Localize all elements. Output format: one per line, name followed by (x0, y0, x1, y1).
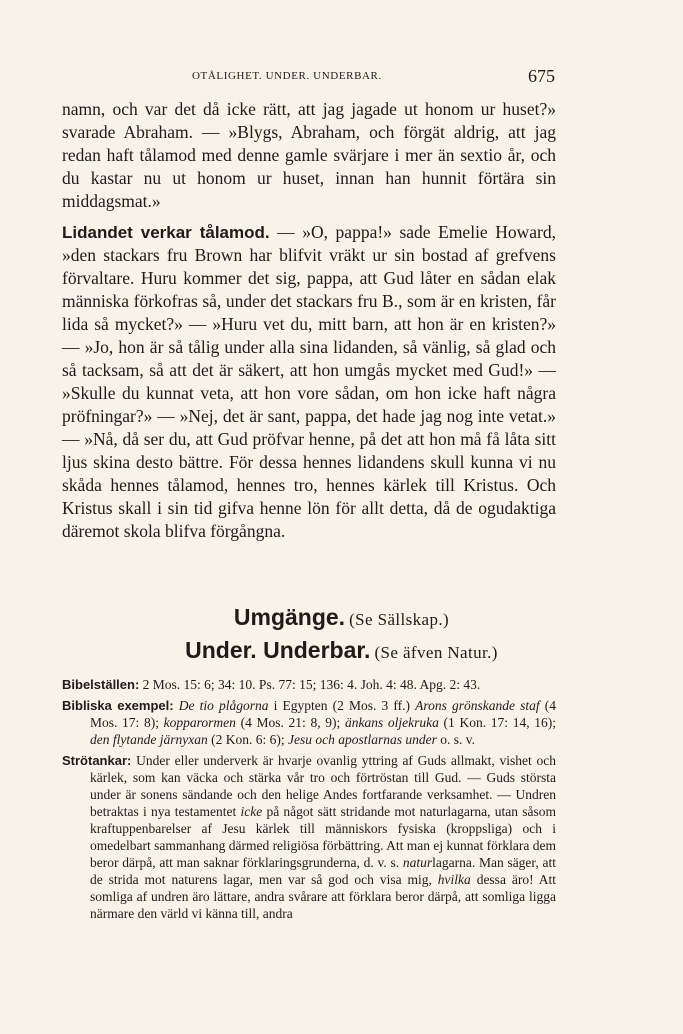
paragraph-lidandet (62, 221, 556, 543)
example-text: änkans oljekruka (344, 715, 439, 730)
biblical-examples-label: Bibliska exempel: (62, 698, 174, 713)
topic-umgange (0, 604, 683, 631)
header-title: OTÅLIGHET. UNDER. UNDERBAR. (192, 70, 382, 82)
thoughts-text: Under eller underverk är hvarje ovanlig yttring af Guds allmakt, vishet och kärlek, som kan väcka och stärka vår tro och förtröstan till Gud. — Guds största under är sonens sändande och den helige Andes fortfarande verksamhet. — Undren betraktas i nya testamentet (90, 753, 556, 819)
thoughts-text: icke (240, 804, 263, 819)
example-text: kopparormen (163, 715, 236, 730)
paragraph-text: — »O, pappa!» sade Emelie Howard, »den stackars fru Brown har blifvit vräkt ur sin bostad af grefvens förvaltare. Huru kommer det sig, pappa, att Gud låter en sådan elak människa förkofras så, under det stackars fru B., som är en kristen, får lida så mycket?» — »Huru vet du, mitt barn, att hon är en kristen?» — »Jo, hon är så tålig under alla sina lidanden, så vänlig, så glad och så tacksam, så att det är säkert, att hon umgås mycket med Gud!» — »Skulle du kunnat veta, att hon vore sådan, om hon icke haft några pröfningar?» — »Nej, det är sant, pappa, det hade jag nog inte vetat.» — »Nå, då ser du, att Gud pröfvar henne, på det att hon må få låta sitt ljus skina desto bättre. För dessa hennes lidandens skull kunna vi nu skåda hennes tålamod, hennes tro, hennes kärlek till Kristus. Och Kristus skall i sin tid gifva henne lön för allt detta, då de ogudaktiga däremot skola blifva förgångna. (62, 222, 556, 541)
thoughts-text: dessa äro! Att somliga af undren äro lättare, andra svårare att förklara beror därpå, att somliga ligga närmare den värld vi känna till, andra (90, 872, 556, 921)
bible-references-text: 2 Mos. 15: 6; 34: 10. Ps. 77: 15; 136: 4. Joh. 4: 48. Apg. 2: 43. (139, 677, 481, 692)
thoughts-text: på något sätt stridande mot naturlagarna, utan såsom kraftuppenbarelser af Jesu kärlek till människors fysiska (kroppsliga) och i omedelbart sammanhang därmed religiösa förbättring. Att man ej kunnat förklara dem beror därpå, att man saknar förklaringsgrunderna, d. v. s. (90, 804, 556, 870)
example-text: De tio plågorna (178, 698, 269, 713)
page-number: 675 (528, 66, 555, 86)
biblical-examples (62, 697, 557, 748)
topic-title: Umgänge. (233, 604, 346, 630)
topic-cross-reference: (Se äfven Natur.) (374, 643, 498, 662)
example-text: Jesu och apostlarnas under (287, 732, 437, 747)
example-text: (4 Mos. 17: 8); (90, 698, 557, 730)
reference-section (62, 676, 557, 926)
main-text (62, 98, 556, 543)
thoughts-text: natur (402, 855, 433, 870)
thoughts-text: lagarna. Man säger, att de strida mot naturens lagar, men var så god och visa mig, (90, 855, 556, 887)
example-text: (1 Kon. 17: 14, 16); (438, 715, 556, 730)
example-text: (2 Kon. 6: 6); (207, 732, 288, 747)
example-text: o. s. v. (436, 732, 475, 747)
bible-references (62, 676, 556, 693)
example-text: (4 Mos. 21: 8, 9); (235, 715, 345, 730)
example-text: Arons grönskande staf (415, 698, 540, 713)
thoughts-text: hvilka (437, 872, 471, 887)
topic-cross-reference: (Se Sällskap.) (349, 610, 450, 629)
running-header (62, 66, 555, 90)
example-text: den flytande järnyxan (90, 732, 208, 747)
topic-under (0, 637, 683, 664)
paragraph-continued: namn, och var det då icke rätt, att jag jagade ut honom ur huset?» svarade Abraham. — »Blygs, Abraham, och förgät aldrig, att jag redan haft tålamod med denne gamle svärjare i mer än sextio år, och du kastar nu ut honom ur huset, innan han hunnit förtära sin middagsmat.» (62, 99, 556, 211)
scattered-thoughts-label: Strötankar: (62, 753, 132, 768)
bible-references-label: Bibelställen: (62, 677, 140, 692)
example-text: i Egypten (2 Mos. 3 ff.) (268, 698, 416, 713)
topic-title: Under. Underbar. (185, 637, 371, 663)
section-heading: Lidandet verkar tålamod. (62, 223, 270, 242)
scattered-thoughts (62, 752, 556, 922)
